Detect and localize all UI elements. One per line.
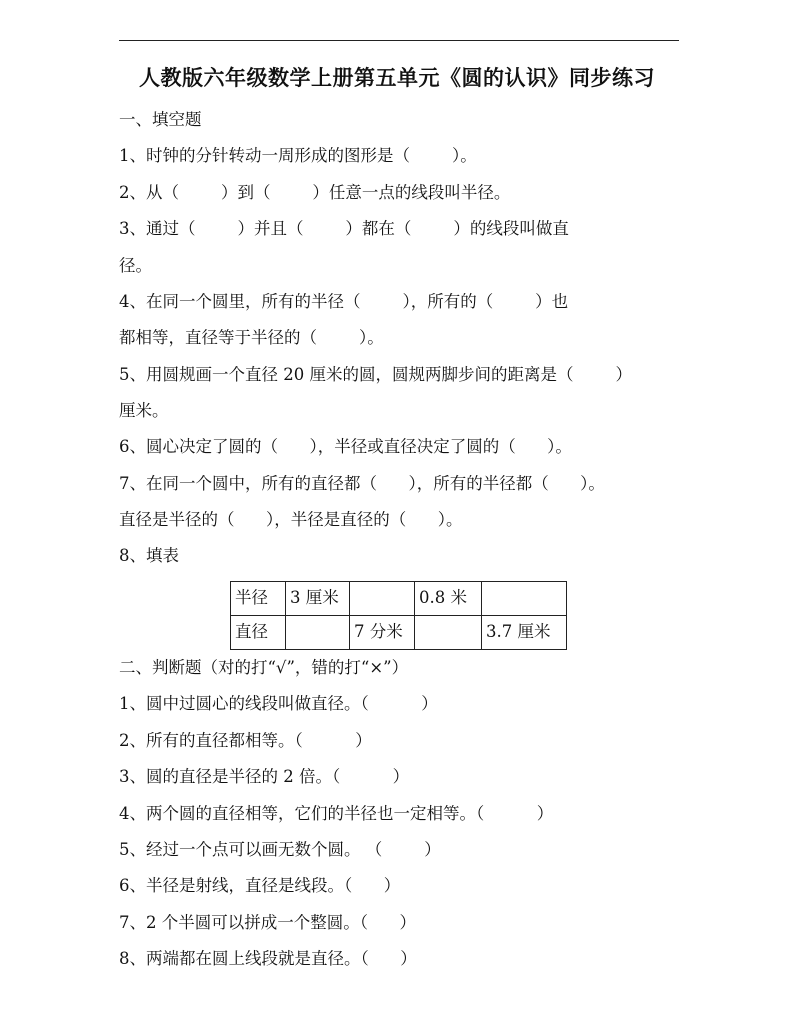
question-line: 7、2 个半圆可以拼成一个整圆。（ ） <box>119 913 416 932</box>
table-cell[interactable] <box>286 616 350 650</box>
question-line: 直径是半径的（ ），半径是直径的（ ）。 <box>119 510 463 529</box>
question-line: 7、在同一个圆中，所有的直径都（ ），所有的半径都（ ）。 <box>119 474 605 493</box>
table-row <box>231 582 567 616</box>
question-line: 4、两个圆的直径相等，它们的半径也一定相等。（ ） <box>119 804 554 823</box>
page-title: 人教版六年级数学上册第五单元《圆的认识》同步练习 <box>139 65 655 90</box>
table-cell[interactable]: 3 厘米 <box>286 582 350 616</box>
question-line: 6、半径是射线，直径是线段。（ ） <box>119 876 401 895</box>
question-line: 5、经过一个点可以画无数个圆。 （ ） <box>119 840 441 859</box>
table-row <box>231 616 567 650</box>
header-rule <box>119 40 679 41</box>
question-line: 5、用圆规画一个直径 20 厘米的圆，圆规两脚步间的距离是（ ） <box>119 365 632 384</box>
table-cell: 半径 <box>231 582 286 616</box>
question-line: 都相等，直径等于半径的（ ）。 <box>119 328 384 347</box>
section-heading-fill-blank: 一、填空题 <box>119 110 202 129</box>
question-line: 2、所有的直径都相等。（ ） <box>119 731 372 750</box>
question-line: 1、圆中过圆心的线段叫做直径。（ ） <box>119 694 438 713</box>
table-cell[interactable] <box>482 582 567 616</box>
table-cell[interactable]: 0.8 米 <box>415 582 482 616</box>
section-heading-true-false: 二、判断题（对的打“√”，错的打“×”） <box>119 658 409 677</box>
question-line: 3、通过（ ）并且（ ）都在（ ）的线段叫做直 <box>119 219 569 238</box>
question-line: 8、两端都在圆上线段就是直径。（ ） <box>119 949 417 968</box>
question-line: 4、在同一个圆里，所有的半径（ ），所有的（ ）也 <box>119 292 569 311</box>
question-line: 8、填表 <box>119 546 179 565</box>
table-cell[interactable]: 7 分米 <box>350 616 415 650</box>
table-cell[interactable]: 3.7 厘米 <box>482 616 567 650</box>
question-line: 3、圆的直径是半径的 2 倍。（ ） <box>119 767 410 786</box>
question-line: 1、时钟的分针转动一周形成的图形是（ ）。 <box>119 146 477 165</box>
question-line: 2、从（ ）到（ ）任意一点的线段叫半径。 <box>119 183 511 202</box>
radius-diameter-table <box>230 581 567 650</box>
table-cell[interactable] <box>350 582 415 616</box>
question-line: 径。 <box>119 256 152 275</box>
question-line: 6、圆心决定了圆的（ ），半径或直径决定了圆的（ ）。 <box>119 437 572 456</box>
question-line: 厘米。 <box>119 401 169 420</box>
table-cell[interactable] <box>415 616 482 650</box>
table-cell: 直径 <box>231 616 286 650</box>
